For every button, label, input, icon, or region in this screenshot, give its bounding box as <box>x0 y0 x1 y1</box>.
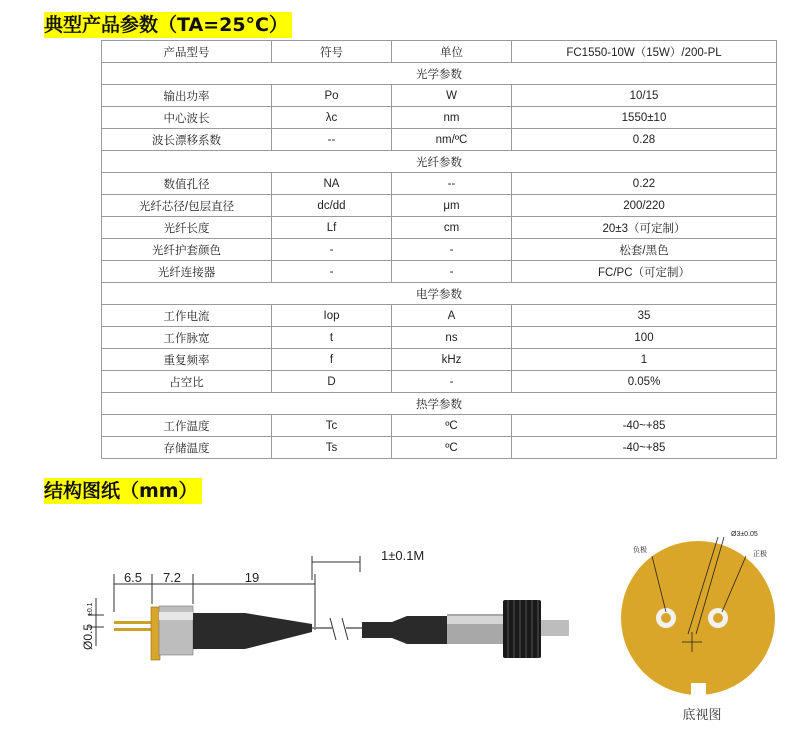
table-row <box>102 217 777 239</box>
bottom-view <box>621 531 775 722</box>
table-cell: 光纤连接器 <box>102 261 272 283</box>
drawing-heading: 结构图纸（mm） <box>44 478 202 504</box>
table-cell: 工作温度 <box>102 415 272 437</box>
table-row <box>102 327 777 349</box>
table-cell: 光纤护套颜色 <box>102 239 272 261</box>
table-row <box>102 305 777 327</box>
dim-19: 19 <box>244 570 260 585</box>
connector-boot <box>362 616 447 644</box>
table-cell: - <box>272 239 392 261</box>
table-cell: -40~+85 <box>512 415 777 437</box>
section-title: 电学参数 <box>102 283 777 305</box>
pin-bottom <box>114 628 152 631</box>
table-row <box>102 349 777 371</box>
dim-7-2: 7.2 <box>162 570 182 585</box>
dim-6-5: 6.5 <box>123 570 143 585</box>
table-cell: nm <box>392 107 512 129</box>
table-cell: 1 <box>512 349 777 371</box>
spec-heading: 典型产品参数（TA=25°C） <box>44 12 292 38</box>
table-cell: kHz <box>392 349 512 371</box>
table-row <box>102 173 777 195</box>
table-cell: dc/dd <box>272 195 392 217</box>
table-row <box>102 129 777 151</box>
pin-dia-label: Ø3±0.05 <box>731 531 758 538</box>
table-cell: 数值孔径 <box>102 173 272 195</box>
table-cell: 光纤芯径/包层直径 <box>102 195 272 217</box>
table-cell: - <box>392 371 512 393</box>
table-cell: 100 <box>512 327 777 349</box>
table-row <box>102 437 777 459</box>
table-cell: 20±3（可定制） <box>512 217 777 239</box>
table-cell: D <box>272 371 392 393</box>
table-cell: 松套/黑色 <box>512 239 777 261</box>
table-cell: 光纤长度 <box>102 217 272 239</box>
laser-module-side-view <box>114 600 569 660</box>
header-unit: 单位 <box>392 41 512 63</box>
dim-diameter: Ø0.5 <box>81 623 95 650</box>
table-cell: f <box>272 349 392 371</box>
section-title: 热学参数 <box>102 393 777 415</box>
table-cell: 重复频率 <box>102 349 272 371</box>
table-row <box>102 415 777 437</box>
table-cell: A <box>392 305 512 327</box>
table-cell: 200/220 <box>512 195 777 217</box>
table-cell: Lf <box>272 217 392 239</box>
bottom-view-disc <box>621 541 775 695</box>
table-cell: 0.22 <box>512 173 777 195</box>
header-symbol: 符号 <box>272 41 392 63</box>
connector-nut <box>503 600 541 658</box>
spec-table-body <box>102 41 777 459</box>
section-title: 光纤参数 <box>102 151 777 173</box>
table-cell: 10/15 <box>512 85 777 107</box>
table-cell: Tc <box>272 415 392 437</box>
table-row <box>102 371 777 393</box>
table-cell: -- <box>392 173 512 195</box>
table-cell: 工作电流 <box>102 305 272 327</box>
table-cell: -- <box>272 129 392 151</box>
table-cell: 中心波长 <box>102 107 272 129</box>
flange <box>151 607 160 660</box>
table-cell: ºC <box>392 437 512 459</box>
table-cell: W <box>392 85 512 107</box>
table-cell: 35 <box>512 305 777 327</box>
ferrule <box>541 620 569 636</box>
header-value: FC1550-10W（15W）/200-PL <box>512 41 777 63</box>
table-cell: -40~+85 <box>512 437 777 459</box>
negative-label: 负极 <box>633 547 647 554</box>
table-row <box>102 85 777 107</box>
table-cell: Iop <box>272 305 392 327</box>
section-row <box>102 393 777 415</box>
table-cell: Ts <box>272 437 392 459</box>
table-cell: 输出功率 <box>102 85 272 107</box>
dim-fiber-length: 1±0.1M <box>381 548 425 563</box>
spec-table <box>101 40 777 459</box>
section-row <box>102 151 777 173</box>
table-cell: NA <box>272 173 392 195</box>
table-cell: ºC <box>392 415 512 437</box>
table-cell: 1550±10 <box>512 107 777 129</box>
table-cell: Po <box>272 85 392 107</box>
table-row <box>102 239 777 261</box>
table-cell: t <box>272 327 392 349</box>
structure-drawing <box>0 500 790 755</box>
table-header-row <box>102 41 777 63</box>
table-cell: 占空比 <box>102 371 272 393</box>
table-cell: 0.05% <box>512 371 777 393</box>
table-cell: - <box>272 261 392 283</box>
table-row <box>102 195 777 217</box>
section-row <box>102 283 777 305</box>
table-row <box>102 261 777 283</box>
pin-top <box>114 621 152 624</box>
table-cell: μm <box>392 195 512 217</box>
section-title: 光学参数 <box>102 63 777 85</box>
bottom-view-caption: 底视图 <box>682 707 722 722</box>
table-cell: nm/ºC <box>392 129 512 151</box>
dim-diameter-tol: ±0.1 <box>87 602 94 616</box>
table-cell: 工作脉宽 <box>102 327 272 349</box>
table-cell: - <box>392 239 512 261</box>
table-row <box>102 107 777 129</box>
positive-label: 正极 <box>753 551 767 558</box>
section-row <box>102 63 777 85</box>
table-cell: λc <box>272 107 392 129</box>
table-cell: ns <box>392 327 512 349</box>
table-cell: 0.28 <box>512 129 777 151</box>
table-cell: 波长漂移系数 <box>102 129 272 151</box>
table-cell: FC/PC（可定制） <box>512 261 777 283</box>
table-cell: 存储温度 <box>102 437 272 459</box>
table-cell: cm <box>392 217 512 239</box>
strain-relief-boot <box>193 613 312 649</box>
header-model: 产品型号 <box>102 41 272 63</box>
table-cell: - <box>392 261 512 283</box>
